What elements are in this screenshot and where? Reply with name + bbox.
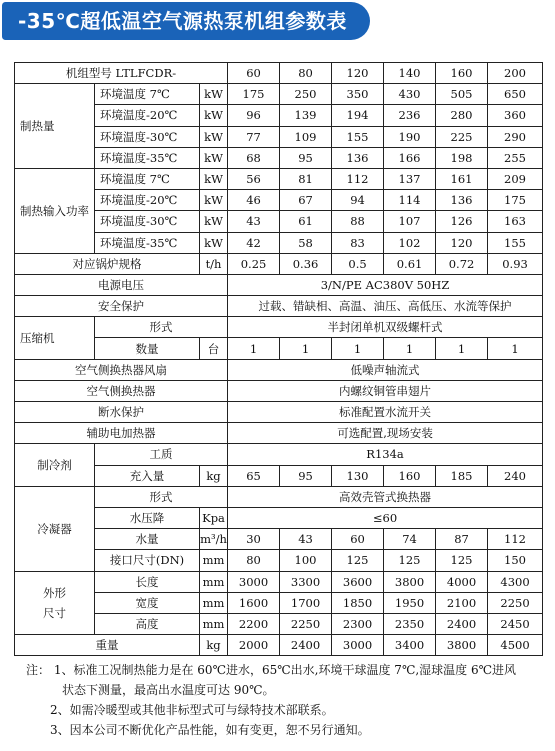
input-power-row [15,168,543,189]
value-cell: 56 [228,168,280,189]
notes-section [26,660,546,740]
value-cell: 290 [488,126,543,147]
value-cell: 200 [488,63,543,84]
value-cell: 194 [332,105,384,126]
value-cell: 0.5 [332,253,384,274]
input-power-row [15,190,543,211]
group-label [15,571,95,635]
value-cell: 112 [332,168,384,189]
value-cell: 0.36 [280,253,332,274]
spec-value: 可选配置,现场安装 [228,423,543,444]
value-cell: 58 [280,232,332,253]
water-cutoff-row [15,402,543,423]
condenser-conn-row [15,550,543,571]
refrigerant-fluid-row [15,444,543,465]
unit-cell: 台 [200,338,228,359]
group-label: 压缩机 [15,317,95,359]
unit-cell: kW [200,168,228,189]
value-cell: 60 [228,63,280,84]
value-cell: 250 [280,84,332,105]
value-cell: 3800 [384,571,436,592]
value-cell: 94 [332,190,384,211]
row-label: 对应锅炉规格 [15,253,200,274]
value-cell: 2250 [280,613,332,634]
sub-label: 充入量 [95,465,200,486]
heating-row [15,126,543,147]
value-cell: 120 [332,63,384,84]
value-cell: 1 [436,338,488,359]
value-cell: 1 [332,338,384,359]
value-cell: 236 [384,105,436,126]
value-cell: 1 [228,338,280,359]
value-cell: 125 [332,550,384,571]
value-cell: 88 [332,211,384,232]
value-cell: 120 [436,232,488,253]
value-cell: 112 [488,529,543,550]
heating-row [15,105,543,126]
value-cell: 80 [228,550,280,571]
sub-label: 工质 [95,444,228,465]
value-cell: 3300 [280,571,332,592]
sub-label: 形式 [95,317,228,338]
row-label: 辅助电加热器 [15,423,228,444]
row-label: 安全保护 [15,296,228,317]
value-cell: 3000 [228,571,280,592]
spec-value: ≤60 [228,507,543,528]
value-cell: 505 [436,84,488,105]
value-cell: 0.72 [436,253,488,274]
unit-cell: kW [200,211,228,232]
note-3: 3、因本公司不断优化产品性能，如有变更，恕不另行通知。 [50,723,370,737]
value-cell: 1 [488,338,543,359]
page-title: -35℃超低温空气源热泵机组参数表 [18,9,347,33]
sub-label: 长度 [95,571,200,592]
sub-label: 宽度 [95,592,200,613]
value-cell: 43 [280,529,332,550]
unit-cell: kW [200,126,228,147]
value-cell: 1 [384,338,436,359]
spec-value: R134a [228,444,543,465]
value-cell: 2250 [488,592,543,613]
group-label: 制冷剂 [15,444,95,486]
row-label: 空气侧换热器 [15,380,228,401]
protection-row [15,296,543,317]
air-hex-row [15,380,543,401]
spec-value: 半封闭单机双级螺杆式 [228,317,543,338]
value-cell: 163 [488,211,543,232]
value-cell: 4300 [488,571,543,592]
row-label: 空气侧换热器风扇 [15,359,228,380]
unit-cell: kW [200,84,228,105]
dimension-row [15,613,543,634]
value-cell: 155 [488,232,543,253]
group-label: 制热量 [15,84,95,169]
condenser-flow-row [15,529,543,550]
unit-cell: kW [200,105,228,126]
row-label: 断水保护 [15,402,228,423]
dimension-label-line1: 外形 [43,585,66,600]
value-cell: 650 [488,84,543,105]
value-cell: 1600 [228,592,280,613]
value-cell: 95 [280,147,332,168]
condition-label: 环境温度-35℃ [95,232,200,253]
value-cell: 109 [280,126,332,147]
value-cell: 160 [384,465,436,486]
note-1: 注： 1、标准工况制热能力是在 60℃进水，65℃出水,环境干球温度 7℃,湿球温度 6℃进风 [26,663,517,677]
value-cell: 198 [436,147,488,168]
value-cell: 65 [228,465,280,486]
value-cell: 3600 [332,571,384,592]
value-cell: 125 [384,550,436,571]
unit-cell: mm [200,550,228,571]
unit-cell: t/h [200,253,228,274]
condenser-pdrop-row [15,507,543,528]
value-cell: 240 [488,465,543,486]
value-cell: 1700 [280,592,332,613]
value-cell: 225 [436,126,488,147]
unit-cell: kg [200,465,228,486]
value-cell: 2450 [488,613,543,634]
unit-cell: Kpa [200,507,228,528]
weight-row [15,635,543,656]
note-1-cont: 状态下测量，最高出水温度可达 90℃。 [62,683,275,697]
value-cell: 102 [384,232,436,253]
value-cell: 140 [384,63,436,84]
value-cell: 2400 [280,635,332,656]
value-cell: 280 [436,105,488,126]
input-power-row [15,232,543,253]
value-cell: 175 [488,190,543,211]
sub-label: 水量 [95,529,200,550]
value-cell: 100 [280,550,332,571]
dimension-row [15,571,543,592]
title-banner [2,2,370,40]
condition-label: 环境温度 7℃ [95,84,200,105]
value-cell: 130 [332,465,384,486]
boiler-row [15,253,543,274]
value-cell: 107 [384,211,436,232]
condition-label: 环境温度 7℃ [95,168,200,189]
unit-cell: mm [200,592,228,613]
group-label: 冷凝器 [15,486,95,571]
value-cell: 2000 [228,635,280,656]
fan-row [15,359,543,380]
unit-cell: mm [200,613,228,634]
spec-value: 3/N/PE AC380V 50HZ [228,274,543,295]
value-cell: 136 [436,190,488,211]
condition-label: 环境温度-30℃ [95,211,200,232]
condition-label: 环境温度-30℃ [95,126,200,147]
heating-row [15,147,543,168]
value-cell: 3800 [436,635,488,656]
unit-cell: mm [200,571,228,592]
value-cell: 46 [228,190,280,211]
value-cell: 139 [280,105,332,126]
aux-heater-row [15,423,543,444]
value-cell: 0.25 [228,253,280,274]
refrigerant-charge-row [15,465,543,486]
value-cell: 68 [228,147,280,168]
value-cell: 160 [436,63,488,84]
group-label: 制热输入功率 [15,168,95,253]
value-cell: 185 [436,465,488,486]
value-cell: 4000 [436,571,488,592]
unit-cell: m³/h [200,529,228,550]
value-cell: 126 [436,211,488,232]
value-cell: 60 [332,529,384,550]
value-cell: 1850 [332,592,384,613]
spec-value: 低噪声轴流式 [228,359,543,380]
value-cell: 2350 [384,613,436,634]
value-cell: 255 [488,147,543,168]
value-cell: 87 [436,529,488,550]
value-cell: 2100 [436,592,488,613]
spec-value: 内螺纹铜管串翅片 [228,380,543,401]
condition-label: 环境温度-20℃ [95,190,200,211]
value-cell: 77 [228,126,280,147]
value-cell: 136 [332,147,384,168]
heating-row [15,84,543,105]
value-cell: 350 [332,84,384,105]
sub-label: 数量 [95,338,200,359]
value-cell: 43 [228,211,280,232]
value-cell: 4500 [488,635,543,656]
condenser-form-row [15,486,543,507]
value-cell: 209 [488,168,543,189]
compressor-form-row [15,317,543,338]
value-cell: 161 [436,168,488,189]
value-cell: 3000 [332,635,384,656]
value-cell: 2300 [332,613,384,634]
value-cell: 430 [384,84,436,105]
parameter-table [14,62,543,656]
spec-value: 高效壳管式换热器 [228,486,543,507]
value-cell: 42 [228,232,280,253]
dimension-row [15,592,543,613]
value-cell: 137 [384,168,436,189]
value-cell: 360 [488,105,543,126]
value-cell: 114 [384,190,436,211]
input-power-row [15,211,543,232]
condition-label: 环境温度-20℃ [95,105,200,126]
value-cell: 190 [384,126,436,147]
sub-label: 形式 [95,486,228,507]
value-cell: 2400 [436,613,488,634]
value-cell: 83 [332,232,384,253]
value-cell: 1950 [384,592,436,613]
spec-value: 过载、错缺相、高温、油压、高低压、水流等保护 [228,296,543,317]
power-supply-row [15,274,543,295]
value-cell: 67 [280,190,332,211]
value-cell: 80 [280,63,332,84]
value-cell: 95 [280,465,332,486]
value-cell: 150 [488,550,543,571]
unit-cell: kW [200,232,228,253]
value-cell: 155 [332,126,384,147]
value-cell: 166 [384,147,436,168]
compressor-qty-row [15,338,543,359]
value-cell: 0.61 [384,253,436,274]
model-row [15,63,543,84]
unit-cell: kW [200,147,228,168]
sub-label: 水压降 [95,507,200,528]
value-cell: 175 [228,84,280,105]
value-cell: 125 [436,550,488,571]
sub-label: 接口尺寸(DN) [95,550,200,571]
condition-label: 环境温度-35℃ [95,147,200,168]
model-label: 机组型号 LTLFCDR- [15,63,228,84]
value-cell: 96 [228,105,280,126]
value-cell: 81 [280,168,332,189]
row-label: 重量 [15,635,200,656]
unit-cell: kW [200,190,228,211]
value-cell: 0.93 [488,253,543,274]
sub-label: 高度 [95,613,200,634]
unit-cell: kg [200,635,228,656]
dimension-label-line2: 尺寸 [43,605,66,620]
spec-value: 标准配置水流开关 [228,402,543,423]
value-cell: 74 [384,529,436,550]
value-cell: 1 [280,338,332,359]
value-cell: 61 [280,211,332,232]
value-cell: 2200 [228,613,280,634]
note-2: 2、如需冷暖型或其他非标型式可与绿特技术部联系。 [50,703,334,717]
value-cell: 3400 [384,635,436,656]
row-label: 电源电压 [15,274,228,295]
value-cell: 30 [228,529,280,550]
